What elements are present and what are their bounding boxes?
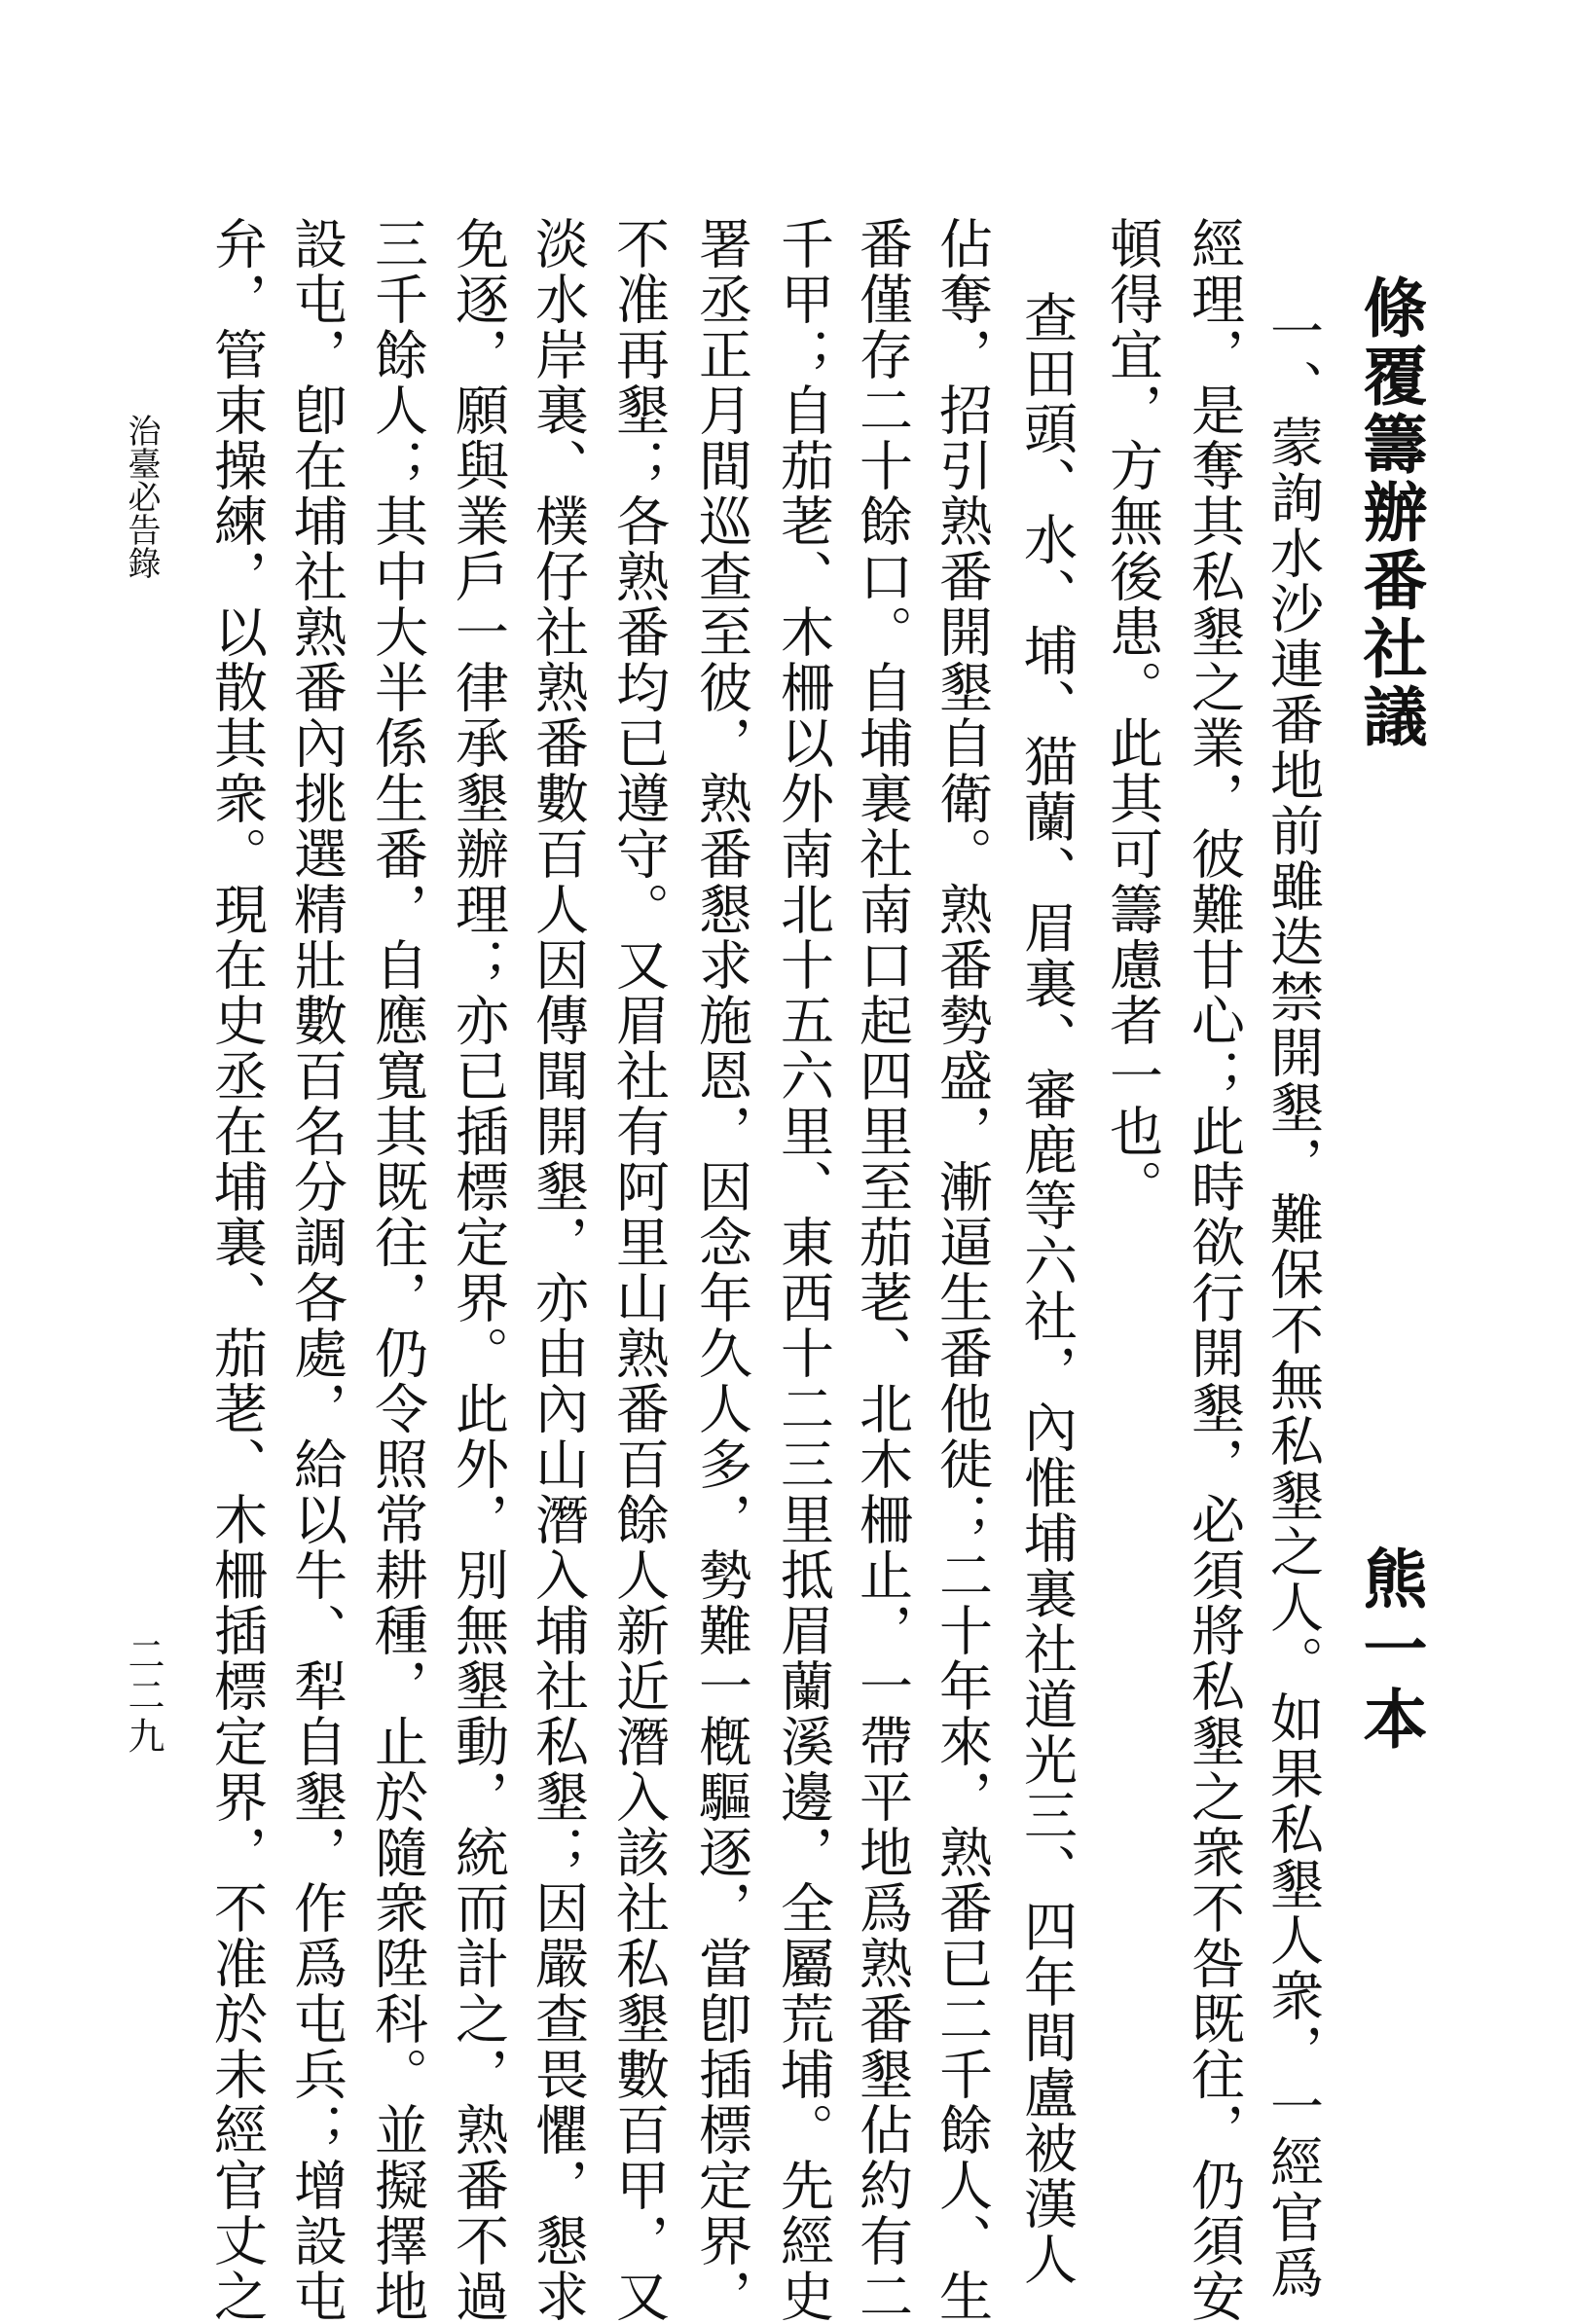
text-column-8: 署丞正月間巡查至彼，熟番懇求施恩，因念年久人多，勢難一槪驅逐，當卽插標定界， xyxy=(690,216,752,2324)
text-column-14: 弁，管束操練，以散其衆。現在史丞在埔裏、茄荖、木柵插標定界，不准於未經官丈之 xyxy=(205,216,268,2324)
footer-book-title: 治臺必告錄 xyxy=(122,414,161,579)
page-number: 二二九 xyxy=(122,1635,165,1758)
text-column-4: 查田頭、水、埔、猫蘭、眉裏、審鹿等六社，內惟埔裏社道光三、四年間盧被漢人 xyxy=(1015,290,1078,2287)
text-column-1: 一、蒙詢水沙連番地前雖迭禁開墾，難保不無私墾之人。如果私墾人衆，一經官爲 xyxy=(1262,304,1324,2301)
document-title: 條覆籌辦番社議 xyxy=(1352,274,1428,751)
text-column-10: 淡水岸裏、樸仔社熟番數百人因傳聞開墾，亦由內山潛入埔社私墾；因嚴查畏懼，懇求 xyxy=(527,216,589,2324)
text-column-3: 頓得宜，方無後患。此其可籌慮者一也。 xyxy=(1101,216,1163,1215)
text-column-6: 番僅存二十餘口。自埔裏社南口起四里至茄荖、北木柵止，一帶平地爲熟番墾佔約有二 xyxy=(851,216,913,2324)
document-author: 熊一本 xyxy=(1352,1545,1428,1756)
text-column-7: 千甲；自茄荖、木柵以外南北十五六里、東西十二三里抵眉蘭溪邊，全屬荒埔。先經史 xyxy=(772,216,834,2324)
text-column-9: 不准再墾；各熟番均已遵守。又眉社有阿里山熟番百餘人新近潛入該社私墾數百甲，又 xyxy=(607,216,670,2324)
text-column-12: 三千餘人；其中大半係生番，自應寬其既往，仍令照常耕種，止於隨衆陞科。並擬擇地 xyxy=(366,216,428,2324)
text-column-2: 經理，是奪其私墾之業，彼難甘心；此時欲行開墾，必須將私墾之衆不咎既往，仍須安 xyxy=(1183,216,1245,2324)
text-column-13: 設屯，卽在埔社熟番內挑選精壯數百名分調各處，給以牛、犁自墾，作爲屯兵；增設屯 xyxy=(285,216,348,2324)
text-column-5: 佔奪，招引熟番開墾自衛。熟番勢盛，漸逼生番他徙；二十年來，熟番已二千餘人、生 xyxy=(931,216,993,2324)
text-column-11: 免逐，願與業戶一律承墾辦理；亦已插標定界。此外，別無墾動，統而計之，熟番不過 xyxy=(447,216,509,2324)
